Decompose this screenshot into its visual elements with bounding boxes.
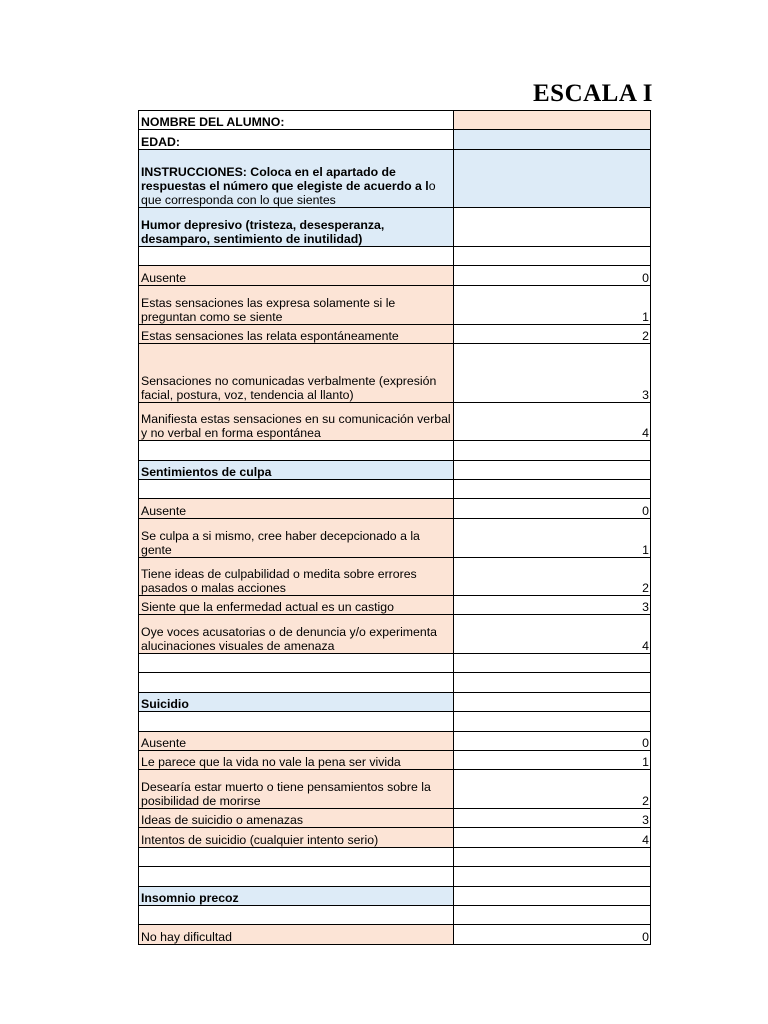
section-title-insomnio: Insomnio precoz <box>139 887 454 906</box>
table-row <box>139 325 651 344</box>
item-score[interactable]: 2 <box>454 325 651 344</box>
item-text: Se culpa a si mismo, cree haber decepcionado a la gente <box>139 519 454 558</box>
instructions-normal-text: o que corresponda con lo que sientes <box>141 179 436 207</box>
table-row <box>139 286 651 325</box>
spacer-row <box>139 712 651 732</box>
table-row <box>139 150 651 208</box>
spacer-row <box>139 441 651 461</box>
spacer-row <box>139 654 651 673</box>
table-row <box>139 693 651 712</box>
table-row <box>139 615 651 654</box>
empty-cell <box>139 673 454 693</box>
table-row <box>139 887 651 906</box>
page-title: ESCALA I <box>533 80 654 107</box>
table-row <box>139 499 651 519</box>
item-score[interactable]: 2 <box>454 770 651 809</box>
table-row <box>139 111 651 130</box>
item-score[interactable]: 0 <box>454 732 651 751</box>
table-row <box>139 925 651 945</box>
student-name-input[interactable] <box>454 111 651 130</box>
item-text: Manifiesta estas sensaciones en su comunicación verbal y no verbal en forma espontánea <box>139 403 454 441</box>
item-score[interactable]: 0 <box>454 925 651 945</box>
section-title-suicidio: Suicidio <box>139 693 454 712</box>
empty-cell <box>139 480 454 499</box>
item-text: Oye voces acusatorias o de denuncia y/o experimenta alucinaciones visuales de amenaza <box>139 615 454 654</box>
empty-cell[interactable] <box>454 906 651 925</box>
item-text: Ausente <box>139 499 454 519</box>
table-row <box>139 130 651 150</box>
spacer-row <box>139 867 651 887</box>
item-score[interactable]: 3 <box>454 344 651 403</box>
response-cell[interactable] <box>454 693 651 712</box>
empty-cell[interactable] <box>454 712 651 732</box>
section-title-humor: Humor depresivo (tristeza, desesperanza, desamparo, sentimiento de inutilidad) <box>139 208 454 247</box>
item-score[interactable]: 0 <box>454 499 651 519</box>
item-text: Le parece que la vida no vale la pena ser vivida <box>139 751 454 770</box>
spacer-row <box>139 247 651 266</box>
item-score[interactable]: 3 <box>454 596 651 615</box>
age-input[interactable] <box>454 130 651 150</box>
item-text: Estas sensaciones las expresa solamente si le preguntan como se siente <box>139 286 454 325</box>
student-name-label: NOMBRE DEL ALUMNO: <box>139 111 454 130</box>
spacer-row <box>139 906 651 925</box>
table-row <box>139 828 651 848</box>
empty-cell[interactable] <box>454 673 651 693</box>
item-score[interactable]: 4 <box>454 828 651 848</box>
item-text: Ausente <box>139 266 454 286</box>
item-text: Siente que la enfermedad actual es un castigo <box>139 596 454 615</box>
item-score[interactable]: 1 <box>454 519 651 558</box>
table-row <box>139 596 651 615</box>
spacer-row <box>139 848 651 867</box>
empty-cell[interactable] <box>454 867 651 887</box>
table-row <box>139 809 651 828</box>
section-title-culpa: Sentimientos de culpa <box>139 461 454 480</box>
response-cell[interactable] <box>454 887 651 906</box>
empty-cell <box>139 848 454 867</box>
empty-cell[interactable] <box>454 654 651 673</box>
empty-cell[interactable] <box>454 480 651 499</box>
item-score[interactable]: 4 <box>454 615 651 654</box>
item-score[interactable]: 3 <box>454 809 651 828</box>
table-row <box>139 732 651 751</box>
empty-cell <box>139 441 454 461</box>
response-cell[interactable] <box>454 208 651 247</box>
instructions-cell <box>139 150 454 208</box>
table-row <box>139 266 651 286</box>
item-text: Tiene ideas de culpabilidad o medita sobre errores pasados o malas acciones <box>139 558 454 596</box>
table-row <box>139 751 651 770</box>
table-row <box>139 770 651 809</box>
table-row <box>139 558 651 596</box>
table-row <box>139 208 651 247</box>
table-row <box>139 519 651 558</box>
response-cell[interactable] <box>454 461 651 480</box>
item-score[interactable]: 1 <box>454 286 651 325</box>
spacer-row <box>139 480 651 499</box>
empty-cell <box>139 247 454 266</box>
item-text: Ideas de suicidio o amenazas <box>139 809 454 828</box>
empty-cell[interactable] <box>454 247 651 266</box>
empty-cell <box>139 712 454 732</box>
item-text: Ausente <box>139 732 454 751</box>
item-text: Intentos de suicidio (cualquier intento serio) <box>139 828 454 848</box>
item-text: Sensaciones no comunicadas verbalmente (expresión facial, postura, voz, tendencia al llanto) <box>139 344 454 403</box>
table-row <box>139 403 651 441</box>
empty-cell[interactable] <box>454 441 651 461</box>
item-score[interactable]: 0 <box>454 266 651 286</box>
table-row <box>139 461 651 480</box>
scale-table <box>138 110 651 945</box>
item-score[interactable]: 4 <box>454 403 651 441</box>
spacer-row <box>139 673 651 693</box>
empty-cell[interactable] <box>454 848 651 867</box>
instructions-response-cell[interactable] <box>454 150 651 208</box>
item-score[interactable]: 1 <box>454 751 651 770</box>
item-score[interactable]: 2 <box>454 558 651 596</box>
instructions-bold-text: INSTRUCCIONES: Coloca en el apartado de respuestas el número que elegiste de acuerdo a l <box>141 165 429 193</box>
age-label: EDAD: <box>139 130 454 150</box>
item-text: Desearía estar muerto o tiene pensamientos sobre la posibilidad de morirse <box>139 770 454 809</box>
empty-cell <box>139 654 454 673</box>
item-text: No hay dificultad <box>139 925 454 945</box>
item-text: Estas sensaciones las relata espontáneamente <box>139 325 454 344</box>
table-row <box>139 344 651 403</box>
empty-cell <box>139 867 454 887</box>
empty-cell <box>139 906 454 925</box>
